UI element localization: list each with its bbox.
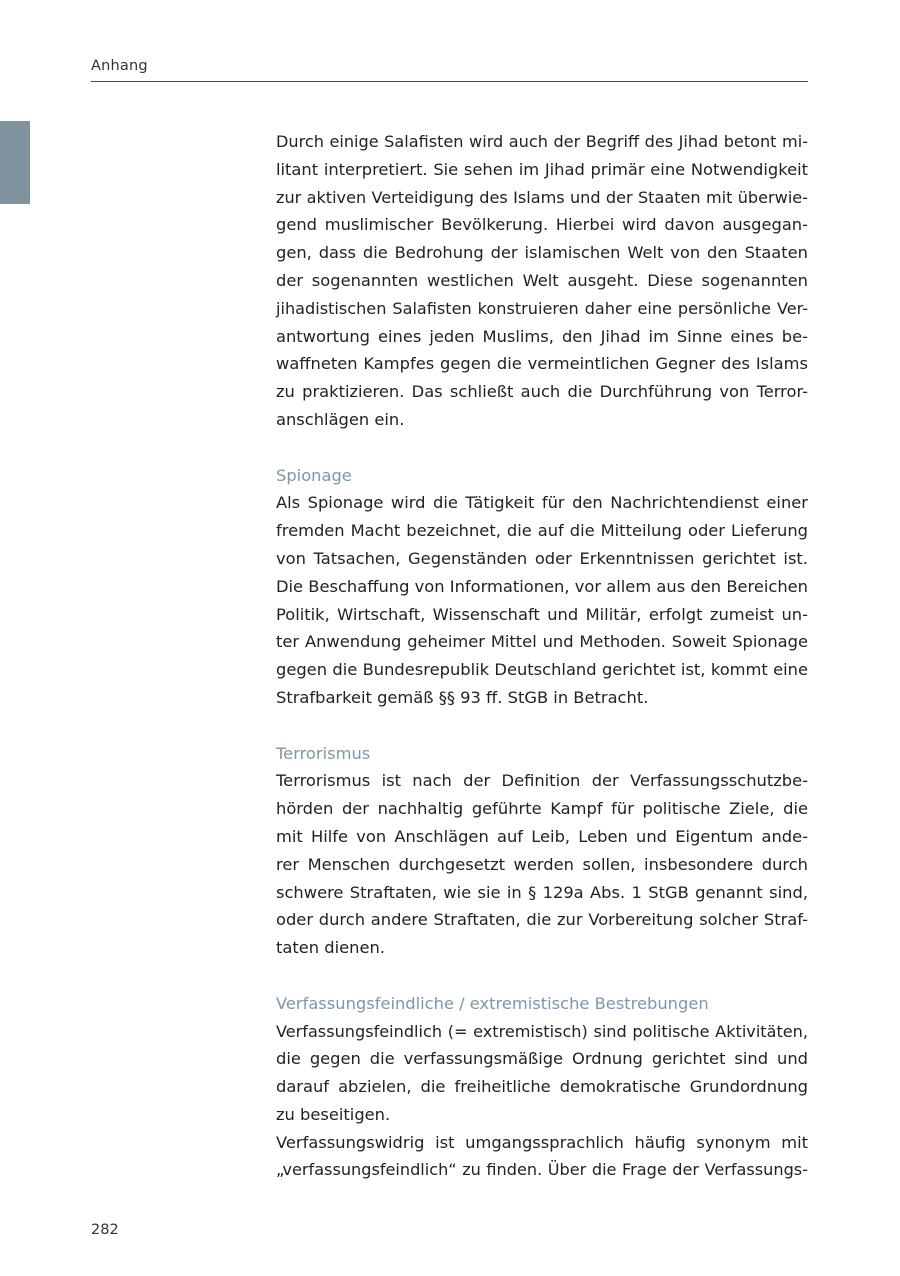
text-line: Durch einige Salafisten wird auch der Begriff des Jihad betont mi- xyxy=(276,132,808,151)
section-paragraph-verfassungsfeindlich xyxy=(276,1018,808,1185)
text-line: schwere Straftaten, wie sie in § 129a Abs. 1 StGB genannt sind, xyxy=(276,882,808,902)
text-line: oder durch andere Straftaten, die zur Vorbereitung solcher Straf- xyxy=(276,910,808,930)
text-line: rer Menschen durchgesetzt werden sollen, insbesondere durch xyxy=(276,854,808,874)
chapter-side-tab xyxy=(0,121,30,204)
section-paragraph-terrorismus xyxy=(276,767,808,962)
text-line: Die Beschaffung von Informationen, vor allem aus den Bereichen xyxy=(276,576,808,596)
text-line: Als Spionage wird die Tätigkeit für den Nachrichtendienst einer xyxy=(276,493,808,513)
text-line: die gegen die verfassungsmäßige Ordnung gerichtet sind und xyxy=(276,1049,808,1069)
section-heading-verfassungsfeindlich: Verfassungsfeindliche / extremistische Bestrebungen xyxy=(276,993,709,1013)
intro-paragraph xyxy=(276,128,808,434)
text-line: gen, dass die Bedrohung der islamischen Welt von den Staaten xyxy=(276,243,808,263)
body-text xyxy=(276,128,808,1184)
text-line: Terrorismus ist nach der Definition der Verfassungsschutzbe- xyxy=(276,771,808,791)
text-line: „verfassungsfeindlich“ zu finden. Über die Frage der Verfassungs- xyxy=(276,1160,808,1180)
header-rule xyxy=(91,81,808,82)
text-line: jihadistischen Salafisten konstruieren daher eine persönliche Ver- xyxy=(276,298,808,318)
text-line: waffneten Kampfes gegen die vermeintlichen Gegner des Islams xyxy=(276,354,808,374)
text-line: von Tatsachen, Gegenständen oder Erkenntnissen gerichtet ist. xyxy=(276,548,808,568)
text-line: Politik, Wirtschaft, Wissenschaft und Militär, erfolgt zumeist un- xyxy=(276,604,808,624)
text-line: zu beseitigen. xyxy=(276,1104,391,1124)
text-line: Verfassungsfeindlich (= extremistisch) sind politische Aktivitäten, xyxy=(276,1021,808,1041)
text-line: zur aktiven Verteidigung des Islams und der Staaten mit überwie- xyxy=(276,187,808,207)
text-line: Verfassungswidrig ist umgangssprachlich häufig synonym mit xyxy=(276,1132,808,1152)
text-line: darauf abzielen, die freiheitliche demokratische Grundordnung xyxy=(276,1077,808,1097)
text-line: taten dienen. xyxy=(276,938,385,958)
page-number: 282 xyxy=(91,1222,119,1238)
text-line: der sogenannten westlichen Welt ausgeht. Diese sogenannten xyxy=(276,270,808,290)
text-line: litant interpretiert. Sie sehen im Jihad primär eine Notwendigkeit xyxy=(276,159,808,179)
text-line: antwortung eines jeden Muslims, den Jihad im Sinne eines be- xyxy=(276,326,808,346)
text-line: fremden Macht bezeichnet, die auf die Mitteilung oder Lieferung xyxy=(276,521,808,541)
section-heading-spionage: Spionage xyxy=(276,465,352,485)
text-line: gend muslimischer Bevölkerung. Hierbei wird davon ausgegan- xyxy=(276,215,808,235)
text-line: Strafbarkeit gemäß §§ 93 ff. StGB in Betracht. xyxy=(276,687,649,707)
section-paragraph-spionage xyxy=(276,489,808,711)
section-heading-terrorismus: Terrorismus xyxy=(276,743,371,763)
text-line: anschlägen ein. xyxy=(276,409,405,429)
text-line: zu praktizieren. Das schließt auch die Durchführung von Terror- xyxy=(276,382,808,402)
text-line: hörden der nachhaltig geführte Kampf für politische Ziele, die xyxy=(276,799,808,819)
text-line: gegen die Bundesrepublik Deutschland gerichtet ist, kommt eine xyxy=(276,660,808,680)
running-header: Anhang xyxy=(91,58,148,74)
text-line: mit Hilfe von Anschlägen auf Leib, Leben und Eigentum ande- xyxy=(276,826,808,846)
text-line: ter Anwendung geheimer Mittel und Methoden. Soweit Spionage xyxy=(276,632,808,652)
